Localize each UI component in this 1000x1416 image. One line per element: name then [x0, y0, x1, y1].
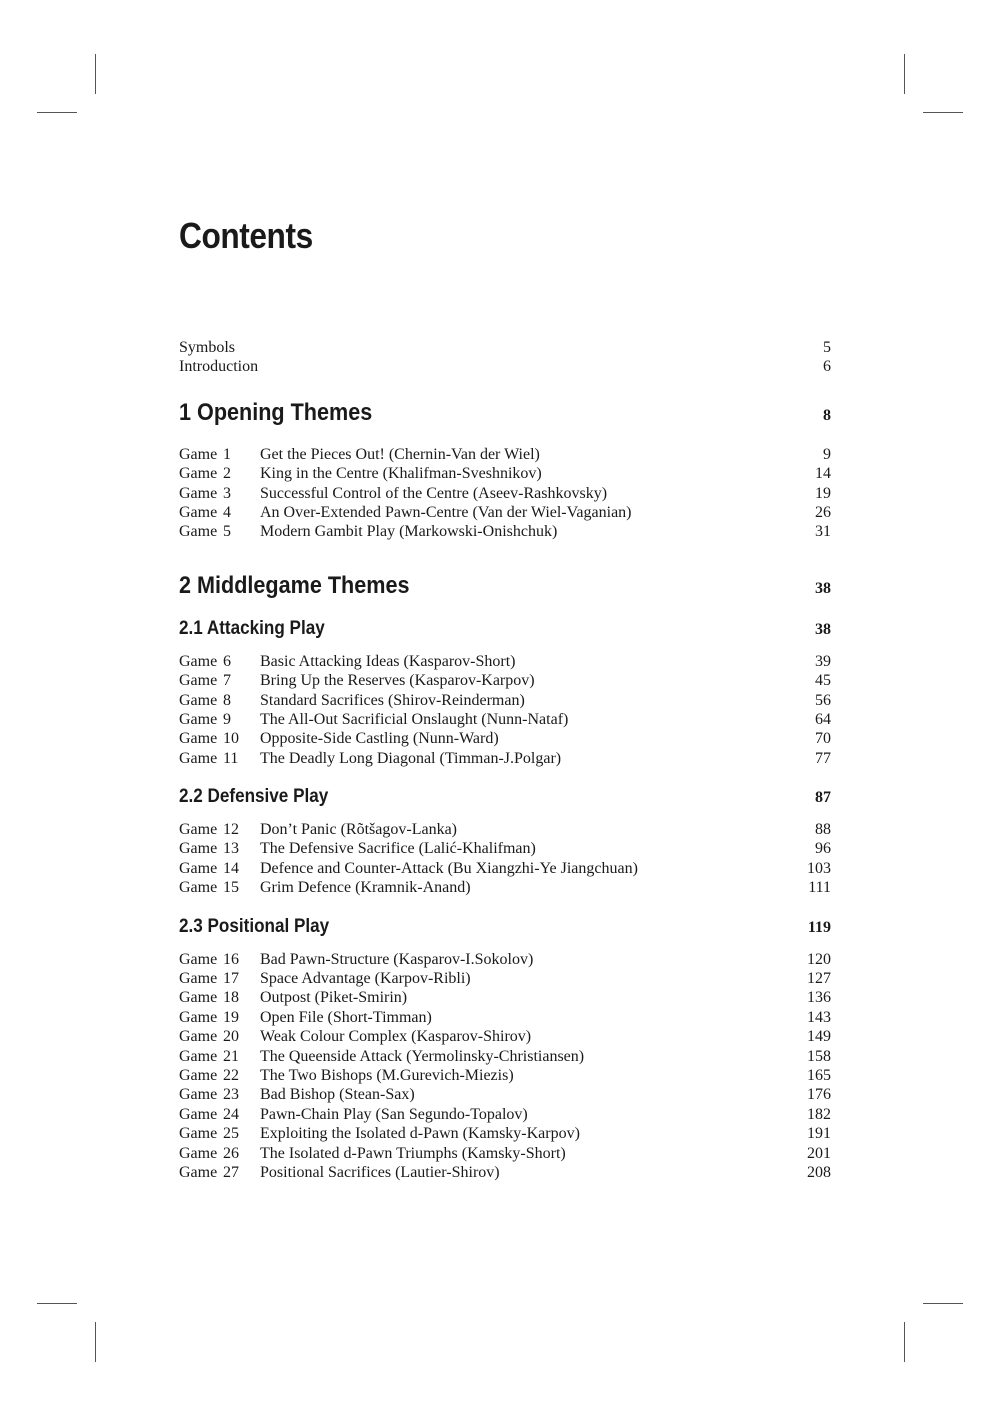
game-label: Game	[179, 1105, 218, 1123]
game-label: Game	[179, 840, 218, 858]
game-number: 7	[223, 672, 231, 690]
game-title: The Two Bishops (M.Gurevich-Miezis)	[260, 1066, 514, 1084]
page-number: 158	[807, 1047, 831, 1065]
game-entry	[179, 749, 831, 768]
game-label: Game	[179, 710, 218, 728]
game-entry	[179, 1163, 831, 1182]
page-number: 9	[823, 445, 831, 463]
game-label: Game	[179, 1125, 218, 1143]
game-label: Game	[179, 1008, 218, 1026]
game-entry	[179, 1124, 831, 1143]
game-label: Game	[179, 484, 218, 502]
game-number: 11	[223, 749, 239, 767]
game-number: 5	[223, 523, 231, 541]
game-label: Game	[179, 1163, 218, 1181]
game-label: Game	[179, 672, 218, 690]
game-number: 9	[223, 710, 231, 728]
game-title: Positional Sacrifices (Lautier-Shirov)	[260, 1163, 500, 1181]
page-number: 120	[807, 950, 831, 968]
game-entry	[179, 522, 831, 541]
game-title: Space Advantage (Karpov-Ribli)	[260, 970, 471, 988]
game-label: Game	[179, 1047, 218, 1065]
game-number: 26	[223, 1144, 239, 1162]
game-title: Modern Gambit Play (Markowski-Onishchuk)	[260, 523, 558, 541]
game-entry	[179, 503, 831, 522]
game-label: Game	[179, 970, 218, 988]
game-entry	[179, 820, 831, 839]
page-number: 38	[815, 620, 831, 638]
game-title: The Isolated d-Pawn Triumphs (Kamsky-Short)	[260, 1144, 566, 1162]
game-entry	[179, 652, 831, 671]
page-number: 5	[823, 339, 831, 356]
game-number: 27	[223, 1163, 239, 1181]
game-label: Game	[179, 445, 218, 463]
game-title: The Queenside Attack (Yermolinsky-Christiansen)	[260, 1047, 585, 1065]
page-number: 96	[815, 840, 831, 858]
game-number: 20	[223, 1028, 239, 1046]
toc-entry	[179, 357, 831, 376]
game-entry	[179, 484, 831, 503]
game-label: Game	[179, 1144, 218, 1162]
game-label: Game	[179, 730, 218, 748]
game-number: 2	[223, 465, 231, 483]
game-number: 25	[223, 1125, 239, 1143]
game-number: 3	[223, 484, 231, 502]
game-title: Exploiting the Isolated d-Pawn (Kamsky-Karpov)	[260, 1125, 580, 1143]
game-entry	[179, 1105, 831, 1124]
game-number: 1	[223, 445, 231, 463]
page-number: 39	[815, 652, 831, 670]
section-heading-title: 2.2 Defensive Play	[179, 786, 329, 808]
game-entry	[179, 839, 831, 858]
game-label: Game	[179, 1066, 218, 1084]
chapter-heading-title: 2 Middlegame Themes	[179, 571, 410, 599]
page-number: 56	[815, 691, 831, 709]
game-label: Game	[179, 1028, 218, 1046]
game-entry	[179, 1027, 831, 1046]
game-label: Game	[179, 523, 218, 541]
game-entry	[179, 1085, 831, 1104]
page-number: 45	[815, 672, 831, 690]
game-number: 13	[223, 840, 239, 858]
game-title: The All-Out Sacrificial Onslaught (Nunn-Nataf)	[260, 710, 569, 728]
game-number: 8	[223, 691, 231, 709]
game-label: Game	[179, 821, 218, 839]
game-label: Game	[179, 950, 218, 968]
entry-title: Introduction	[179, 358, 259, 376]
page-number: 8	[823, 406, 831, 424]
game-number: 15	[223, 879, 239, 897]
page-number: 191	[807, 1125, 831, 1143]
game-entry	[179, 710, 831, 729]
page-number: 19	[815, 484, 831, 502]
game-label: Game	[179, 749, 218, 767]
game-label: Game	[179, 465, 218, 483]
game-entry	[179, 988, 831, 1007]
page-number: 70	[815, 730, 831, 748]
game-entry	[179, 691, 831, 710]
game-number: 16	[223, 950, 239, 968]
game-number: 19	[223, 1008, 239, 1026]
game-number: 17	[223, 970, 239, 988]
game-title: Opposite-Side Castling (Nunn-Ward)	[260, 730, 499, 748]
game-entry	[179, 445, 831, 464]
page-number: 88	[815, 821, 831, 839]
game-number: 23	[223, 1086, 239, 1104]
page-number: 111	[808, 879, 831, 897]
game-title: The Defensive Sacrifice (Lalić-Khalifman)	[260, 840, 536, 858]
game-number: 6	[223, 652, 231, 670]
game-label: Game	[179, 879, 218, 897]
entry-title: Symbols	[179, 339, 236, 356]
chapter-heading	[179, 572, 831, 600]
game-entry	[179, 464, 831, 483]
game-title: Bring Up the Reserves (Kasparov-Karpov)	[260, 672, 535, 690]
page-number: 201	[807, 1144, 831, 1162]
game-entry	[179, 671, 831, 690]
game-number: 24	[223, 1105, 239, 1123]
game-entry	[179, 950, 831, 969]
game-title: Standard Sacrifices (Shirov-Reinderman)	[260, 691, 525, 709]
page-number: 165	[807, 1066, 831, 1084]
crop-mark	[923, 112, 963, 113]
game-title: Defence and Counter-Attack (Bu Xiangzhi-Ye Jiangchuan)	[260, 859, 638, 877]
game-title: King in the Centre (Khalifman-Sveshnikov)	[260, 465, 542, 483]
section-heading	[179, 618, 831, 640]
table-of-contents	[179, 338, 831, 1182]
page-number: 208	[807, 1163, 831, 1181]
page-number: 182	[807, 1105, 831, 1123]
game-entry	[179, 1047, 831, 1066]
page-title: Contents	[179, 215, 313, 256]
page-number: 64	[815, 710, 831, 728]
game-entry	[179, 859, 831, 878]
game-label: Game	[179, 989, 218, 1007]
section-heading	[179, 916, 831, 938]
page-number: 14	[815, 465, 831, 483]
game-title: Successful Control of the Centre (Aseev-Rashkovsky)	[260, 484, 608, 502]
chapter-heading-title: 1 Opening Themes	[179, 398, 373, 426]
game-entry	[179, 1066, 831, 1085]
page-number: 127	[807, 970, 831, 988]
page-number: 77	[815, 749, 831, 767]
section-heading	[179, 786, 831, 808]
crop-mark	[95, 54, 96, 94]
game-title: Weak Colour Complex (Kasparov-Shirov)	[260, 1028, 532, 1046]
game-number: 21	[223, 1047, 239, 1065]
game-number: 18	[223, 989, 239, 1007]
game-number: 10	[223, 730, 239, 748]
page-number: 136	[807, 989, 831, 1007]
game-title: An Over-Extended Pawn-Centre (Van der Wiel-Vaganian)	[260, 503, 632, 521]
game-title: Get the Pieces Out! (Chernin-Van der Wiel)	[260, 445, 540, 463]
game-title: Don’t Panic (Rõtšagov-Lanka)	[260, 821, 457, 839]
crop-mark	[904, 1322, 905, 1362]
game-number: 4	[223, 503, 231, 521]
game-label: Game	[179, 859, 218, 877]
page-number: 103	[807, 859, 831, 877]
page-number: 143	[807, 1008, 831, 1026]
page-number: 38	[815, 579, 831, 597]
game-label: Game	[179, 1086, 218, 1104]
game-number: 14	[223, 859, 239, 877]
game-title: Grim Defence (Kramnik-Anand)	[260, 879, 471, 897]
game-label: Game	[179, 503, 218, 521]
crop-mark	[37, 112, 77, 113]
game-number: 22	[223, 1066, 239, 1084]
game-entry	[179, 729, 831, 748]
game-title: Bad Bishop (Stean-Sax)	[260, 1086, 415, 1104]
page-number: 119	[807, 918, 831, 936]
game-number: 12	[223, 821, 239, 839]
game-title: The Deadly Long Diagonal (Timman-J.Polgar)	[260, 749, 562, 767]
game-title: Open File (Short-Timman)	[260, 1008, 432, 1026]
game-title: Outpost (Piket-Smirin)	[260, 989, 408, 1007]
game-entry	[179, 1144, 831, 1163]
game-label: Game	[179, 691, 218, 709]
crop-mark	[904, 54, 905, 94]
page-number: 6	[823, 358, 831, 376]
game-entry	[179, 878, 831, 897]
game-title: Pawn-Chain Play (San Segundo-Topalov)	[260, 1105, 528, 1123]
chapter-heading	[179, 399, 831, 427]
game-title: Bad Pawn-Structure (Kasparov-I.Sokolov)	[260, 950, 534, 968]
crop-mark	[37, 1303, 77, 1304]
game-entry	[179, 969, 831, 988]
page-number: 176	[807, 1086, 831, 1104]
toc-entry	[179, 338, 831, 357]
section-heading-title: 2.3 Positional Play	[179, 915, 330, 937]
page-number: 26	[815, 503, 831, 521]
game-title: Basic Attacking Ideas (Kasparov-Short)	[260, 652, 516, 670]
page-number: 31	[815, 523, 831, 541]
crop-mark	[95, 1322, 96, 1362]
game-label: Game	[179, 652, 218, 670]
section-heading-title: 2.1 Attacking Play	[179, 617, 325, 639]
page-number: 149	[807, 1028, 831, 1046]
game-entry	[179, 1008, 831, 1027]
page-number: 87	[815, 789, 831, 807]
crop-mark	[923, 1303, 963, 1304]
